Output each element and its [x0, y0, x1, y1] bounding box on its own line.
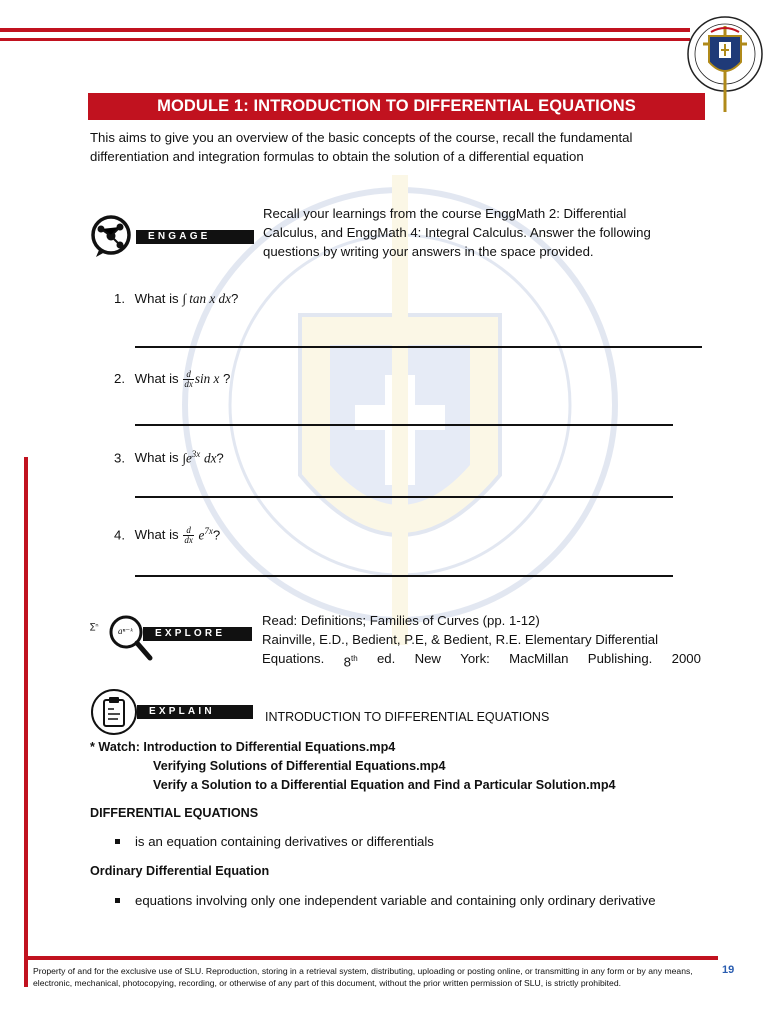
ode-bullet-marker	[115, 898, 120, 903]
engage-icon	[90, 214, 136, 260]
question-2: 2. What is $\frac{d}{dx}$ sin x ?	[114, 369, 231, 390]
question-1: 1. What is ∫ tan x dx?	[114, 291, 239, 306]
engage-instructions: Recall your learnings from the course EnggMath 2: Differential Calculus, and EnggMath 4: Integral Calculus. Answer the following questions by writing your answers in the space provided.	[263, 206, 651, 259]
watch-line-3: Verify a Solution to a Differential Equation and Find a Particular Solution.mp4	[153, 778, 616, 792]
footer-copyright: Property of and for the exclusive use of SLU. Reproduction, storing in a retrieval system, distributing, uploading or posting online, or transmitting in any form or by any means, electronic, mechanical, photocopying, recording, or otherwise of any part of this document, without the prior written permission of SLU, is strictly prohibited.	[33, 966, 693, 988]
header-rule-bottom	[0, 38, 690, 41]
module-title-banner: MODULE 1: INTRODUCTION TO DIFFERENTIAL EQUATIONS	[88, 93, 705, 120]
watch-line-2: Verifying Solutions of Differential Equations.mp4	[153, 759, 446, 773]
explore-icon: ∑ⁿ aⁿ⁻ᵏ	[90, 612, 160, 664]
explain-tag: EXPLAIN	[137, 705, 253, 719]
q1-expression: ∫ tan x dx	[182, 291, 231, 306]
ode-heading: Ordinary Differential Equation	[90, 864, 270, 878]
explore-line-1: Read: Definitions; Families of Curves (pp. 1-12)	[262, 613, 540, 628]
engage-tag: ENGAGE	[136, 230, 254, 244]
ode-bullet-text: equations involving only one independent variable and containing only ordinary derivative	[135, 893, 656, 908]
page-number: 19	[722, 964, 735, 976]
explore-line-2: Rainville, E.D., Bedient, P.E, & Bedient, R.E. Elementary Differential	[262, 632, 659, 647]
de-heading: DIFFERENTIAL EQUATIONS	[90, 806, 259, 820]
footer-rule	[28, 956, 718, 960]
question-4: 4. What is $\frac{d}{dx}$ $e^{7x}$?	[114, 525, 221, 546]
de-bullet-text: is an equation containing derivatives or differentials	[135, 834, 434, 849]
explore-line-3: Equations. 8th ed. New York: MacMillan Publishing. 2000	[262, 651, 701, 670]
left-margin-bar	[24, 457, 28, 987]
explore-tag: EXPLORE	[143, 627, 252, 641]
answer-line-3[interactable]	[135, 496, 673, 498]
explain-title: INTRODUCTION TO DIFFERENTIAL EQUATIONS	[265, 710, 550, 724]
watch-line-1: * Watch: Introduction to Differential Equations.mp4	[90, 740, 396, 754]
de-bullet-marker	[115, 839, 120, 844]
answer-line-1[interactable]	[135, 346, 702, 348]
answer-line-2[interactable]	[135, 424, 673, 426]
explain-clipboard-icon	[90, 688, 138, 736]
intro-paragraph: This aims to give you an overview of the basic concepts of the course, recall the fundamental differentiation and integration formulas to obtain the solution of a differential equation	[90, 130, 633, 164]
answer-line-4[interactable]	[135, 575, 673, 577]
question-3: 3. What is $\int e^{3x}$ dx?	[114, 449, 224, 466]
header-rule-top	[0, 28, 690, 32]
